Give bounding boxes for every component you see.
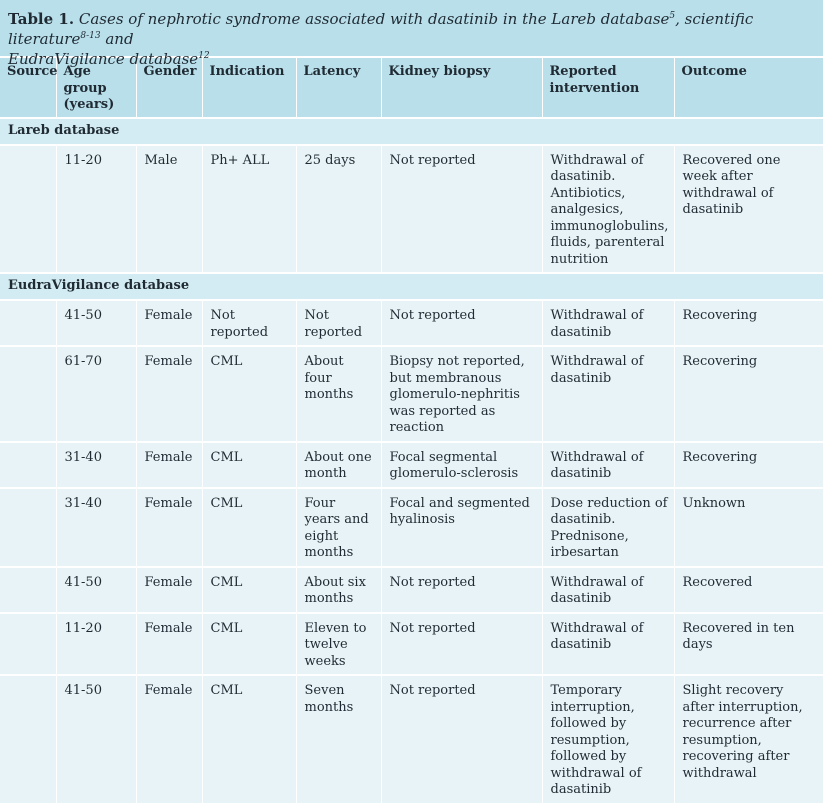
cell-source (0, 442, 56, 488)
cell-biopsy: Not reported (381, 567, 542, 613)
cell-latency: Four years and eight months (296, 488, 381, 567)
column-header: Kidney biopsy (381, 58, 542, 118)
table-row (0, 346, 823, 442)
cell-outcome: Slight recovery after interruption, recurrence after resumption, recovering after withdrawal (674, 675, 823, 804)
cell-latency: Seven months (296, 675, 381, 804)
cell-outcome: Recovered (674, 567, 823, 613)
cell-age: 61-70 (56, 346, 136, 442)
cell-latency: Eleven to twelve weeks (296, 613, 381, 676)
cell-indication: CML (202, 442, 296, 488)
table-row (0, 300, 823, 346)
cell-outcome: Unknown (674, 488, 823, 567)
section-row (0, 118, 823, 145)
cell-age: 41-50 (56, 300, 136, 346)
cell-source (0, 613, 56, 676)
column-header: Indication (202, 58, 296, 118)
section-row (0, 273, 823, 300)
table-row (0, 488, 823, 567)
cell-intervention: Dose reduction of dasatinib. Prednisone, irbesartan (542, 488, 674, 567)
caption-ref-2: 8-13 (80, 31, 101, 41)
cell-gender: Female (136, 442, 202, 488)
cell-gender: Female (136, 300, 202, 346)
cell-indication: CML (202, 613, 296, 676)
cell-biopsy: Not reported (381, 613, 542, 676)
cell-source (0, 567, 56, 613)
cell-indication: Ph+ ALL (202, 145, 296, 274)
cell-intervention: Withdrawal of dasatinib (542, 613, 674, 676)
column-header: Reported intervention (542, 58, 674, 118)
cell-biopsy: Biopsy not reported, but membranous glomerulo-nephritis was reported as reaction (381, 346, 542, 442)
cell-biopsy: Not reported (381, 300, 542, 346)
table-row (0, 613, 823, 676)
table-caption (0, 0, 823, 68)
cell-age: 41-50 (56, 567, 136, 613)
cell-latency: About six months (296, 567, 381, 613)
table-row (0, 145, 823, 274)
cell-age: 11-20 (56, 613, 136, 676)
caption-ref-1: 5 (669, 11, 676, 21)
caption-title-text: Cases of nephrotic syndrome associated with dasatinib in the Lareb database (78, 10, 670, 28)
column-header: Age group (years) (56, 58, 136, 118)
table-body (0, 118, 823, 804)
cell-indication: CML (202, 346, 296, 442)
caption-mid: , scientific literature (8, 10, 754, 48)
cell-outcome: Recovering (674, 346, 823, 442)
cell-gender: Male (136, 145, 202, 274)
column-header: Latency (296, 58, 381, 118)
cell-indication: Not reported (202, 300, 296, 346)
caption-label: Table 1. (8, 10, 75, 28)
cell-gender: Female (136, 488, 202, 567)
cell-source (0, 675, 56, 804)
section-title: Lareb database (0, 118, 823, 145)
cell-biopsy: Not reported (381, 145, 542, 274)
cell-biopsy: Not reported (381, 675, 542, 804)
cell-intervention: Withdrawal of dasatinib (542, 346, 674, 442)
caption-ref-3: 12 (198, 51, 210, 61)
cell-gender: Female (136, 675, 202, 804)
cell-latency: 25 days (296, 145, 381, 274)
table-row (0, 442, 823, 488)
cell-age: 11-20 (56, 145, 136, 274)
cell-intervention: Temporary interruption, followed by resumption, followed by withdrawal of dasatinib (542, 675, 674, 804)
cell-intervention: Withdrawal of dasatinib. Antibiotics, analgesics, immunoglobulins, fluids, parenteral nutrition (542, 145, 674, 274)
cell-intervention: Withdrawal of dasatinib (542, 442, 674, 488)
cases-table (0, 58, 823, 805)
table-row (0, 567, 823, 613)
cell-source (0, 346, 56, 442)
section-title: EudraVigilance database (0, 273, 823, 300)
cell-gender: Female (136, 567, 202, 613)
cell-indication: CML (202, 675, 296, 804)
cell-biopsy: Focal segmental glomerulo-sclerosis (381, 442, 542, 488)
cell-latency: Not reported (296, 300, 381, 346)
cell-age: 41-50 (56, 675, 136, 804)
column-header: Gender (136, 58, 202, 118)
cell-indication: CML (202, 567, 296, 613)
cell-gender: Female (136, 346, 202, 442)
cell-source (0, 145, 56, 274)
cell-outcome: Recovering (674, 300, 823, 346)
cell-outcome: Recovering (674, 442, 823, 488)
cell-indication: CML (202, 488, 296, 567)
cell-outcome: Recovered one week after withdrawal of dasatinib (674, 145, 823, 274)
cell-latency: About one month (296, 442, 381, 488)
cell-gender: Female (136, 613, 202, 676)
column-header: Outcome (674, 58, 823, 118)
cell-latency: About four months (296, 346, 381, 442)
caption-and: and (100, 30, 134, 48)
cell-intervention: Withdrawal of dasatinib (542, 567, 674, 613)
column-header: Source (0, 58, 56, 118)
cell-age: 31-40 (56, 488, 136, 567)
cell-age: 31-40 (56, 442, 136, 488)
table-row (0, 675, 823, 804)
cell-source (0, 488, 56, 567)
caption-line2: EudraVigilance database (8, 50, 199, 68)
cell-outcome: Recovered in ten days (674, 613, 823, 676)
cell-source (0, 300, 56, 346)
cell-biopsy: Focal and segmented hyalinosis (381, 488, 542, 567)
cell-intervention: Withdrawal of dasatinib (542, 300, 674, 346)
